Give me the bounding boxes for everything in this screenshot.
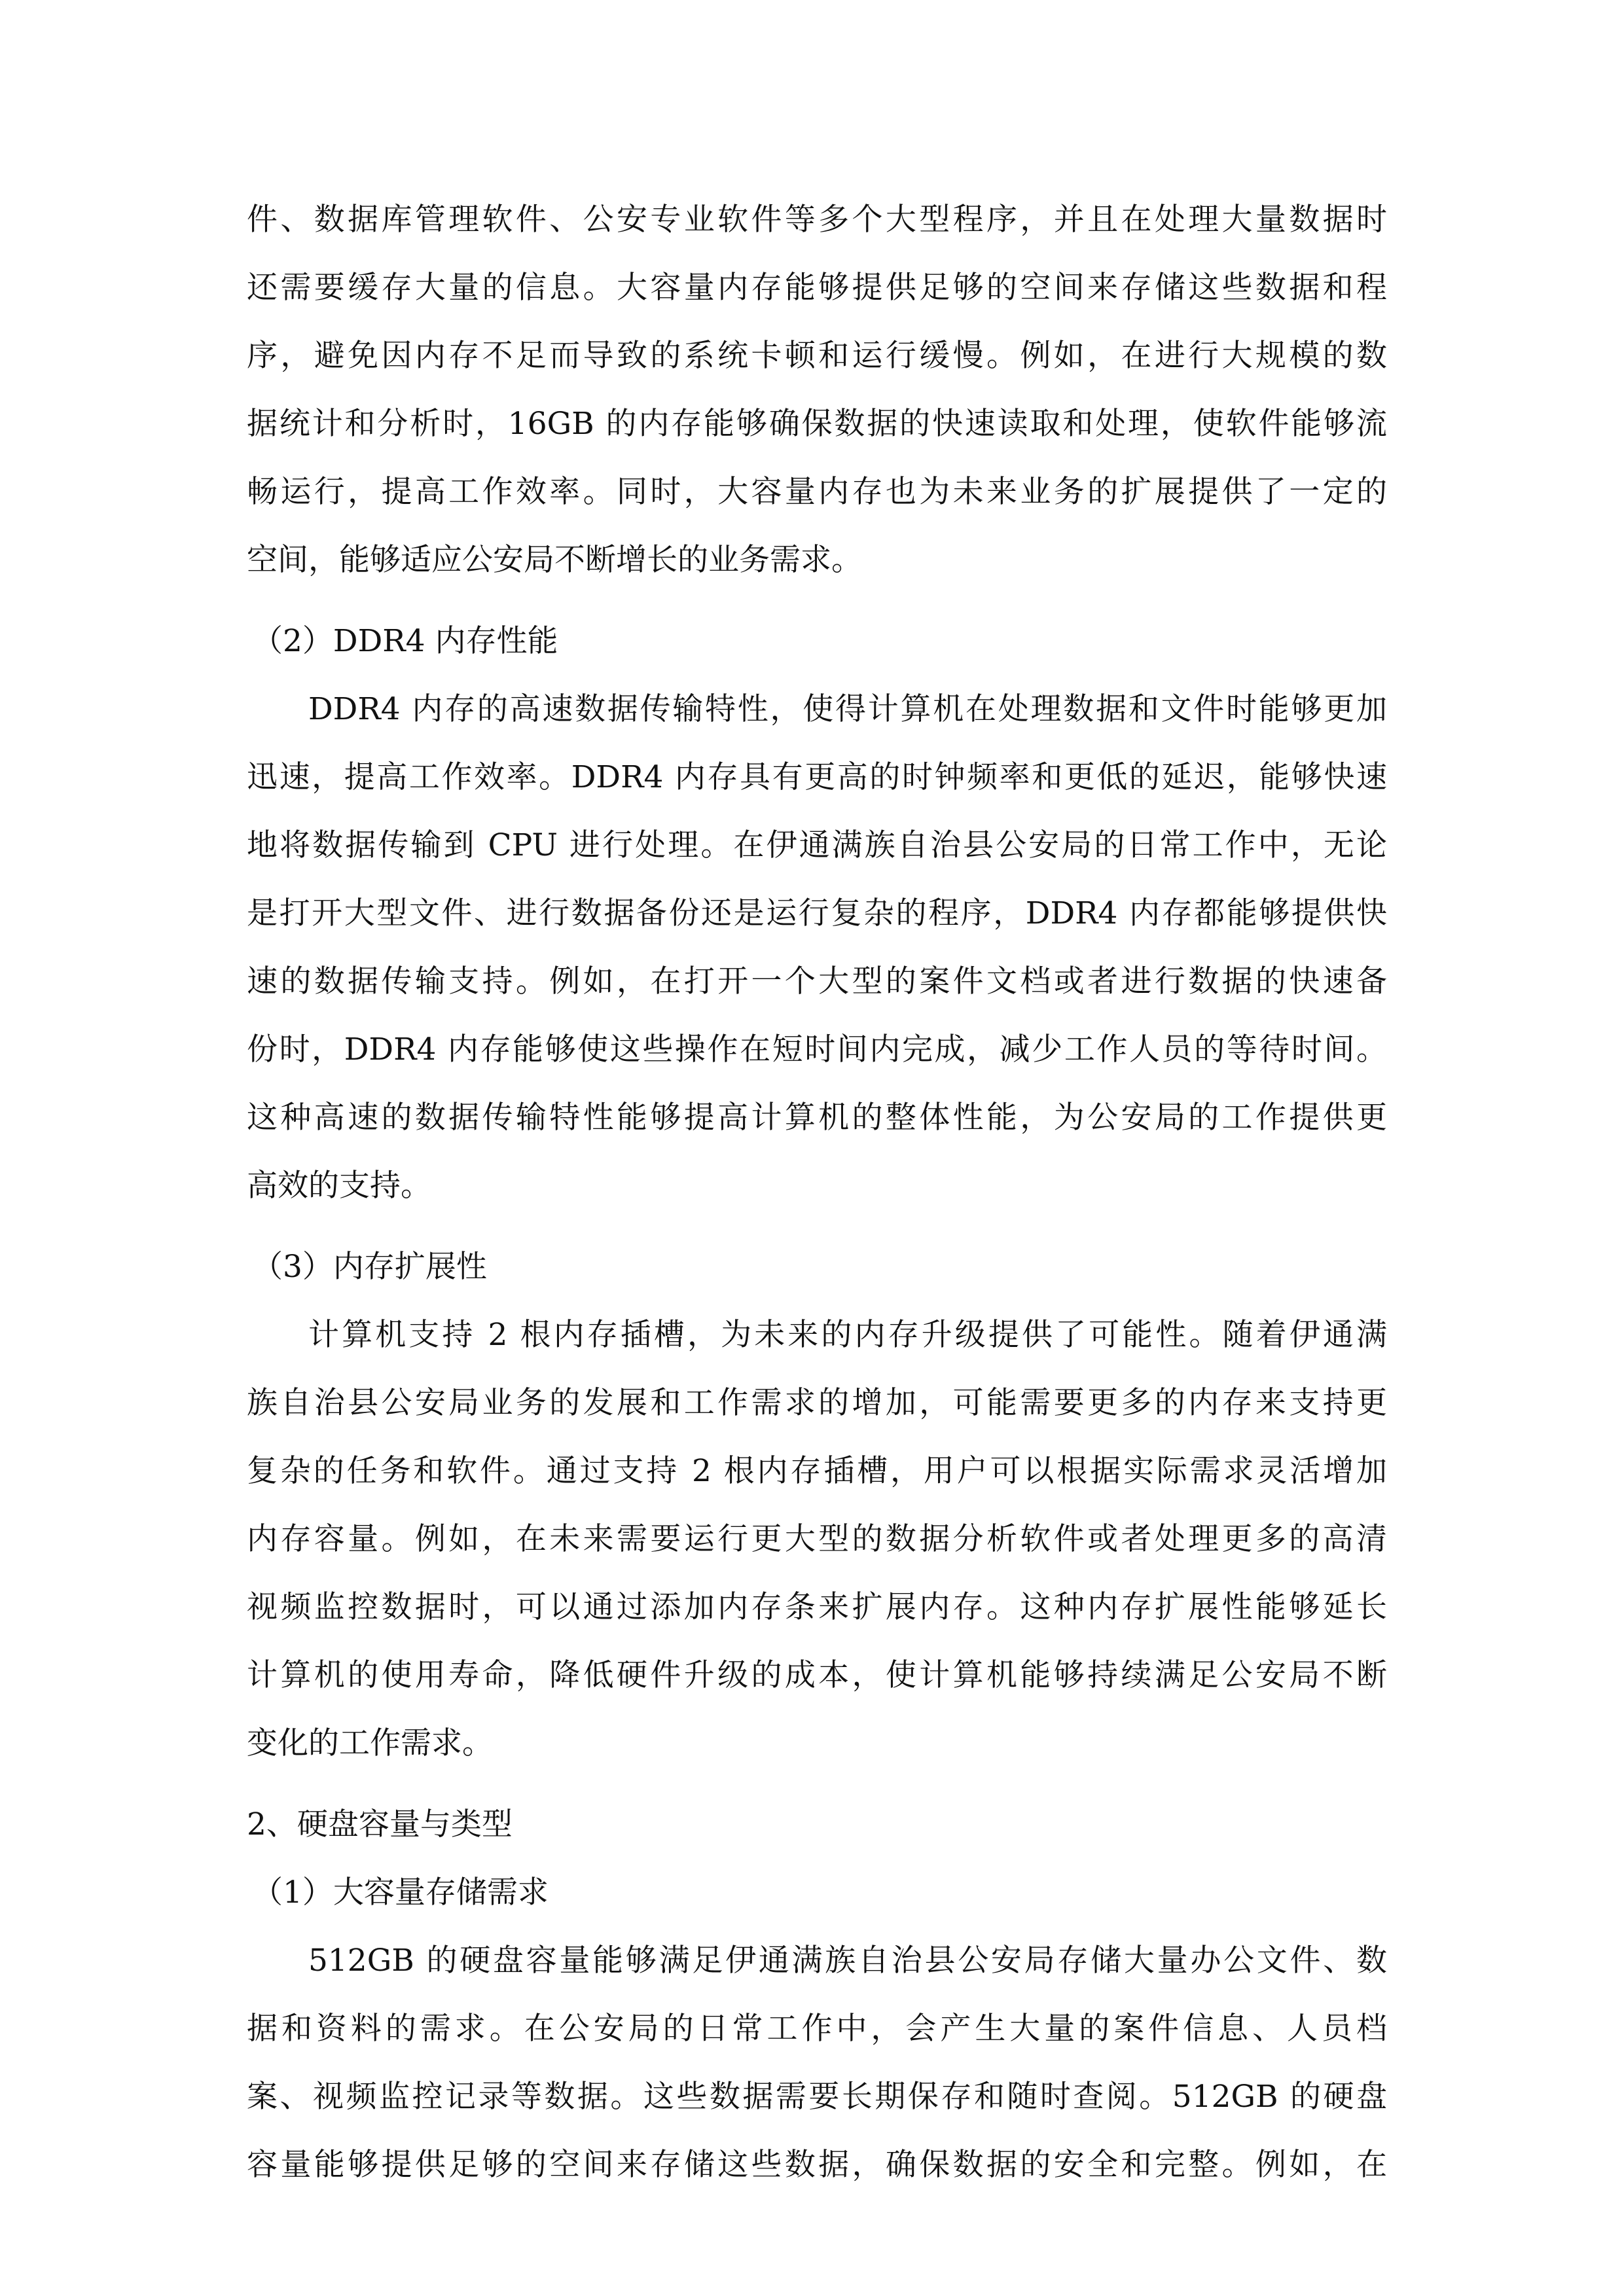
text-line: 迅速，提高工作效率。DDR4 内存具有更高的时钟频率和更低的延迟，能够快速 [247, 759, 1387, 795]
text-line: 据统计和分析时，16GB 的内存能够确保数据的快速读取和处理，使软件能够流 [247, 406, 1387, 442]
text-line: 件、数据库管理软件、公安专业软件等多个大型程序，并且在处理大量数据时 [247, 202, 1387, 238]
text-line: 畅运行，提高工作效率。同时，大容量内存也为未来业务的扩展提供了一定的 [247, 474, 1387, 510]
text-line: 高效的支持。 [247, 1168, 431, 1204]
text-line: 族自治县公安局业务的发展和工作需求的增加，可能需要更多的内存来支持更 [247, 1385, 1387, 1421]
text-line: DDR4 内存的高速数据传输特性，使得计算机在处理数据和文件时能够更加 [308, 691, 1387, 727]
text-line: 视频监控数据时，可以通过添加内存条来扩展内存。这种内存扩展性能够延长 [247, 1589, 1387, 1625]
text-line: 复杂的任务和软件。通过支持 2 根内存插槽，用户可以根据实际需求灵活增加 [247, 1453, 1387, 1489]
text-line: 计算机的使用寿命，降低硬件升级的成本，使计算机能够持续满足公安局不断 [247, 1657, 1387, 1693]
section-heading-disk: 2、硬盘容量与类型 [247, 1806, 513, 1842]
text-line: 案、视频监控记录等数据。这些数据需要长期保存和随时查阅。512GB 的硬盘 [247, 2079, 1387, 2115]
text-line: 空间，能够适应公安局不断增长的业务需求。 [247, 542, 862, 578]
section-heading-memory-expansion: （3）内存扩展性 [252, 1249, 487, 1285]
text-line: 是打开大型文件、进行数据备份还是运行复杂的程序，DDR4 内存都能够提供快 [247, 895, 1387, 931]
text-line: 内存容量。例如，在未来需要运行更大型的数据分析软件或者处理更多的高清 [247, 1521, 1387, 1557]
text-line: 这种高速的数据传输特性能够提高计算机的整体性能，为公安局的工作提供更 [247, 1100, 1387, 1136]
section-heading-ddr4: （2）DDR4 内存性能 [252, 623, 558, 659]
text-line: 计算机支持 2 根内存插槽，为未来的内存升级提供了可能性。随着伊通满 [308, 1317, 1387, 1353]
text-line: 份时，DDR4 内存能够使这些操作在短时间内完成，减少工作人员的等待时间。 [247, 1031, 1387, 1067]
paragraph-memory-capacity [247, 186, 1387, 594]
text-line: 地将数据传输到 CPU 进行处理。在伊通满族自治县公安局的日常工作中，无论 [247, 827, 1387, 863]
text-line: 还需要缓存大量的信息。大容量内存能够提供足够的空间来存储这些数据和程 [247, 270, 1387, 306]
text-line: 速的数据传输支持。例如，在打开一个大型的案件文档或者进行数据的快速备 [247, 963, 1387, 999]
text-line: 据和资料的需求。在公安局的日常工作中，会产生大量的案件信息、人员档 [247, 2011, 1387, 2047]
text-line: 512GB 的硬盘容量能够满足伊通满族自治县公安局存储大量办公文件、数 [308, 1943, 1387, 1979]
paragraph-memory-expansion [247, 1301, 1387, 1778]
subsection-heading-storage: （1）大容量存储需求 [252, 1874, 549, 1910]
paragraph-ddr4-performance [247, 675, 1387, 1220]
text-line: 序，避免因内存不足而导致的系统卡顿和运行缓慢。例如，在进行大规模的数 [247, 338, 1387, 374]
paragraph-storage-needs [247, 1927, 1387, 2199]
text-line: 变化的工作需求。 [247, 1725, 493, 1761]
document-body [247, 186, 1387, 2199]
text-line: 容量能够提供足够的空间来存储这些数据，确保数据的安全和完整。例如，在 [247, 2147, 1387, 2183]
